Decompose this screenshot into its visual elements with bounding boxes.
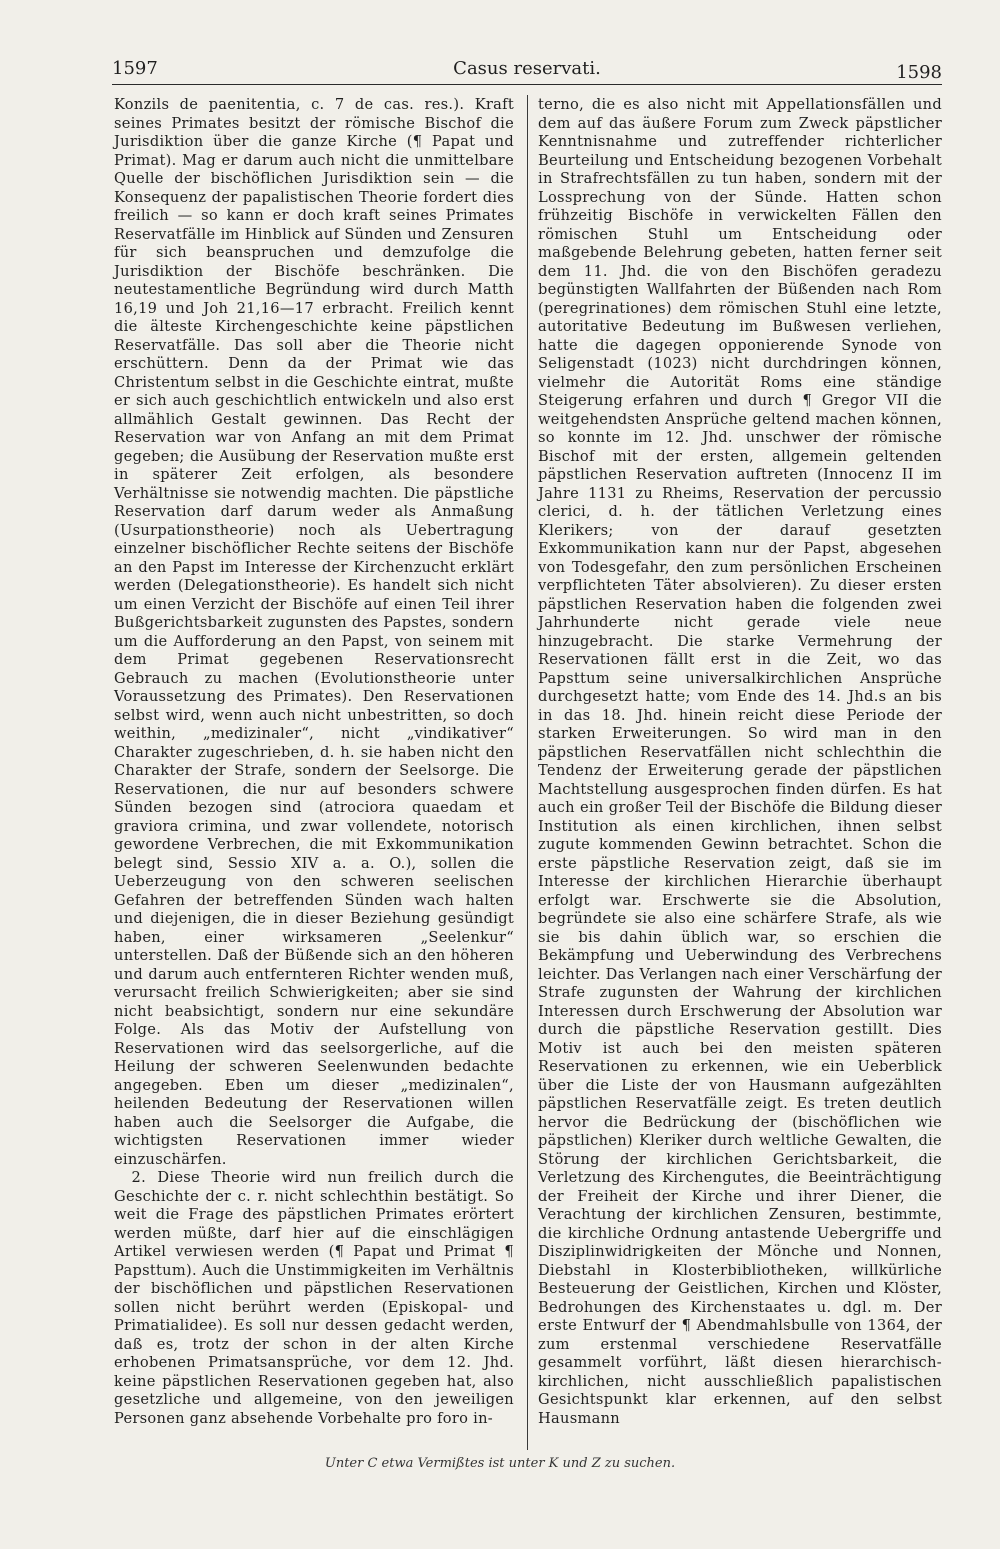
column-divider	[527, 95, 528, 1450]
left-column	[114, 96, 514, 1428]
page-number-left: 1597	[112, 58, 158, 79]
page-number-right: 1598	[896, 62, 942, 83]
header-rule	[112, 84, 942, 85]
right-column	[538, 96, 942, 1428]
running-title: Casus reservati.	[453, 58, 601, 79]
page-footer-note: Unter C etwa Vermißtes ist unter K und Z zu suchen.	[324, 1456, 676, 1471]
left-paragraph-2: 2. Diese Theorie wird nun freilich durch die Geschichte der c. r. nicht schlechthin bestätigt. So weit die Frage des päpstlichen Primates erörtert werden müßte, darf hier auf die einschlägigen Artikel verwiesen werden (¶ Papat und Primat ¶ Papsttum). Auch die Unstimmigkeiten im Verhältnis der bischöflichen und päpstlichen Reservationen sollen nicht berührt werden (Episkopal- und Primatialidee). Es soll nur dessen gedacht werden, daß es, trotz der schon in der alten Kirche erhobenen Primatsansprüche, vor dem 12. Jhd. keine päpstlichen Reservationen gegeben hat, also gesetzliche und allgemeine, von den jeweiligen Personen ganz absehende Vorbehalte pro foro in-	[114, 1169, 514, 1427]
right-paragraph-1: terno, die es also nicht mit Appellationsfällen und dem auf das äußere Forum zum Zweck päpstlicher Kenntnisnahme und zutreffender richterlicher Beurteilung und Entscheidung bezogenen Vorbehalt in Strafrechtsfällen zu tun haben, sondern mit der Lossprechung von der Sünde. Hatten schon frühzeitig Bischöfe in verwickelten Fällen den römischen Stuhl um Entscheidung oder maßgebende Belehrung gebeten, hatten ferner seit dem 11. Jhd. die von den Bischöfen geradezu begünstigten Wallfahrten der Büßenden nach Rom (peregrinationes) dem römischen Stuhl eine letzte, autoritative Bedeutung im Bußwesen verliehen, hatte die dagegen opponierende Synode von Seligenstadt (1023) nicht durchdringen können, vielmehr die Autorität Roms eine ständige Steigerung erfahren und durch ¶ Gregor VII die weitgehendsten Ansprüche geltend machen können, so konnte im 12. Jhd. unschwer der römische Bischof mit der ersten, allgemein geltenden päpstlichen Reservation auftreten (Innocenz II im Jahre 1131 zu Rheims, Reservation der percussio clerici, d. h. der tätlichen Verletzung eines Klerikers; von der darauf gesetzten Exkommunikation kann nur der Papst, abgesehen von Todesgefahr, den zum persönlichen Erscheinen verpflichteten Täter absolvieren). Zu dieser ersten päpstlichen Reservation haben die folgenden zwei Jahrhunderte nicht gerade viele neue hinzugebracht. Die starke Vermehrung der Reservationen fällt erst in die Zeit, wo das Papsttum seine universalkirchlichen Ansprüche durchgesetzt hatte; vom Ende des 14. Jhd.s an bis in das 18. Jhd. hinein reicht diese Periode der starken Erweiterungen. So wird man in den päpstlichen Reservatfällen nicht schlechthin die Tendenz der Erweiterung gerade der päpstlichen Machtstellung ausgesprochen finden dürfen. Es hat auch ein großer Teil der Bischöfe die Bildung dieser Institution als einen kirchlichen, ihnen selbst zugute kommenden Gewinn betrachtet. Schon die erste päpstliche Reservation zeigt, daß sie im Interesse der kirchlichen Hierarchie überhaupt erfolgt war. Erschwerte sie die Absolution, begründete sie also eine schärfere Strafe, als wie sie bis dahin üblich war, so erschien die Bekämpfung und Ueberwindung des Verbrechens leichter. Das Verlangen nach einer Verschärfung der Strafe zugunsten der Wahrung der kirchlichen Interessen durch Erschwerung der Absolution war durch die päpstliche Reservation gestillt. Dies Motiv ist auch bei den meisten späteren Reservationen zu erkennen, wie ein Ueberblick über die Liste der von Hausmann aufgezählten päpstlichen Reservatfälle zeigt. Es treten deutlich hervor die Bedrückung der (bischöflichen wie päpstlichen) Kleriker durch weltliche Gewalten, die Störung der kirchlichen Gerichtsbarkeit, die Verletzung des Kirchengutes, die Beeinträchtigung der Freiheit der Kirche und ihrer Diener, die Verachtung der kirchlichen Zensuren, bestimmte, die kirchliche Ordnung antastende Uebergriffe und Disziplinwidrigkeiten der Mönche und Nonnen, Diebstahl in Klosterbibliotheken, willkürliche Besteuerung der Geistlichen, Kirchen und Klöster, Bedrohungen des Kirchenstaates u. dgl. m. Der erste Entwurf der ¶ Abendmahlsbulle von 1364, der zum erstenmal verschiedene Reservatfälle gesammelt vorführt, läßt diesen hierarchisch-kirchlichen, nicht ausschließlich papalistischen Gesichtspunkt klar erkennen, auf den selbst Hausmann	[538, 96, 942, 1427]
left-paragraph-1: Konzils de paenitentia, c. 7 de cas. res.). Kraft seines Primates besitzt der römische Bischof die Jurisdiktion über die ganze Kirche (¶ Papat und Primat). Mag er darum auch nicht die unmittelbare Quelle der bischöflichen Jurisdiktion sein — die Konsequenz der papalistischen Theorie fordert dies freilich — so kann er doch kraft seines Primates Reservatfälle im Hinblick auf Sünden und Zensuren für sich beanspruchen und demzufolge die Jurisdiktion der Bischöfe beschränken. Die neutestamentliche Begründung wird durch Matth 16,19 und Joh 21,16—17 erbracht. Freilich kennt die älteste Kirchengeschichte keine päpstlichen Reservatfälle. Das soll aber die Theorie nicht erschüttern. Denn da der Primat wie das Christentum selbst in die Geschichte eintrat, mußte er sich auch geschichtlich entwickeln und also erst allmählich Gestalt gewinnen. Das Recht der Reservation war von Anfang an mit dem Primat gegeben; die Ausübung der Reservation mußte erst in späterer Zeit erfolgen, als besondere Verhältnisse sie notwendig machten. Die päpstliche Reservation darf darum weder als Anmaßung (Usurpationstheorie) noch als Uebertragung einzelner bischöflicher Rechte seitens der Bischöfe an den Papst im Interesse der Kirchenzucht erklärt werden (Delegationstheorie). Es handelt sich nicht um einen Verzicht der Bischöfe auf einen Teil ihrer Bußgerichtsbarkeit zugunsten des Papstes, sondern um die Aufforderung an den Papst, von seinem mit dem Primat gegebenen Reservationsrecht Gebrauch zu machen (Evolutionstheorie unter Voraussetzung des Primates). Den Reservationen selbst wird, wenn auch nicht unbestritten, so doch weithin, „medizinaler“, nicht „vindikativer“ Charakter zugeschrieben, d. h. sie haben nicht den Charakter der Strafe, sondern der Seelsorge. Die Reservationen, die nur auf besonders schwere Sünden bezogen sind (atrociora quaedam et graviora crimina, und zwar vollendete, notorisch gewordene Verbrechen, die mit Exkommunikation belegt sind, Sessio XIV a. a. O.), sollen die Ueberzeugung von den schweren seelischen Gefahren der betreffenden Sünden wach halten und diejenigen, die in dieser Beziehung gesündigt haben, einer wirksameren „Seelenkur“ unterstellen. Daß der Büßende sich an den höheren und darum auch entfernteren Richter wenden muß, verursacht freilich Schwierigkeiten; aber sie sind nicht beabsichtigt, sondern nur eine sekundäre Folge. Als das Motiv der Aufstellung von Reservationen wird das seelsorgerliche, auf die Heilung der schweren Seelenwunden bedachte angegeben. Eben um dieser „medizinalen“, heilenden Bedeutung der Reservationen willen haben auch die Seelsorger die Aufgabe, die wichtigsten Reservationen immer wieder einzuschärfen.	[114, 96, 514, 1168]
